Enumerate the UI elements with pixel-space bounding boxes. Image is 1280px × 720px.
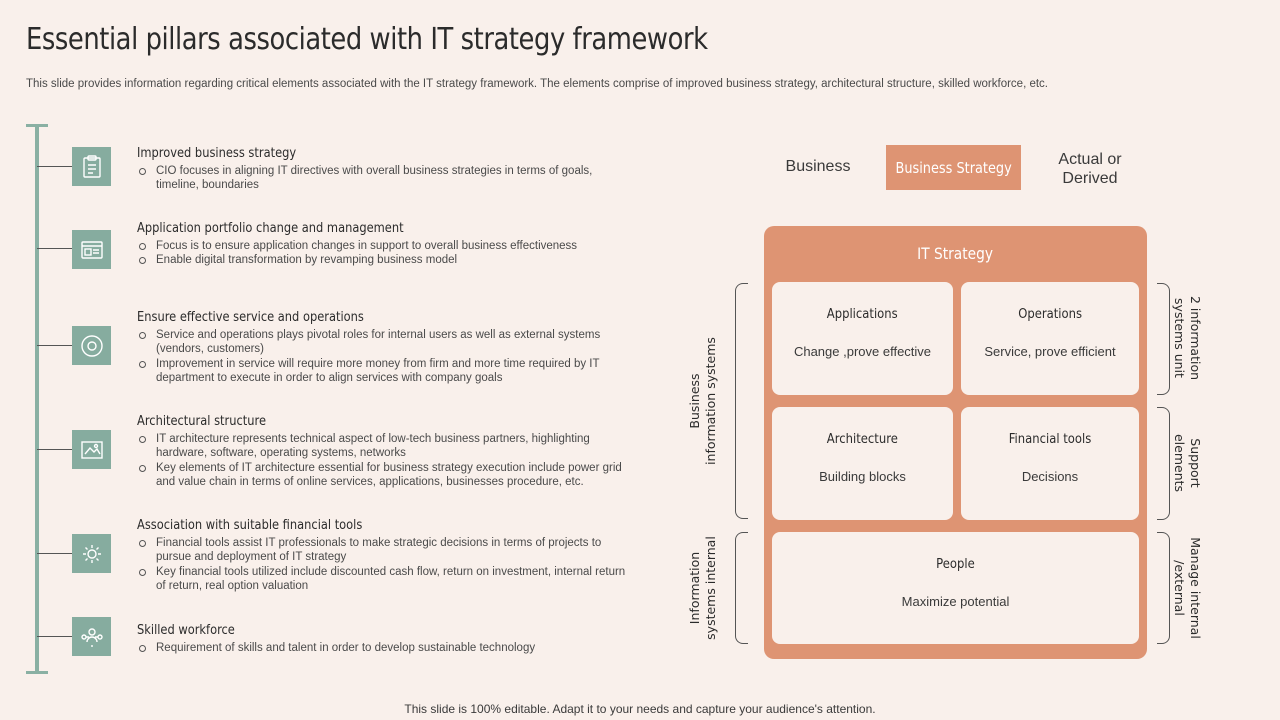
label-line: elements [1172, 433, 1187, 493]
pillar-title: Architectural structure [137, 414, 267, 429]
timeline-branch [37, 166, 72, 167]
pillar-bullet: Service and operations plays pivotal roles for internal users as well as external systems (vendors, customers) [137, 328, 637, 357]
cell-description: Maximize potential [901, 594, 1010, 609]
label-line: Manage internal [1188, 537, 1203, 639]
cell-operations [961, 282, 1139, 395]
clipboard-icon [72, 147, 111, 186]
pillar-bullet: Requirement of skills and talent in order to develop sustainable technology [137, 641, 637, 655]
pillar-title: Improved business strategy [137, 146, 297, 161]
pillar-title: Ensure effective service and operations [137, 310, 364, 325]
label-line: systems unit [1172, 298, 1187, 378]
pillar-financial-tools [137, 518, 637, 593]
label-line: /external [1172, 560, 1187, 616]
it-strategy-title-text: IT Strategy [917, 244, 994, 263]
label-business-information-systems [687, 336, 723, 466]
cell-people [772, 532, 1139, 644]
pillar-bullet: Enable digital transformation by revamping business model [137, 253, 637, 267]
cell-description: Change ,prove effective [793, 344, 932, 359]
team-network-icon [72, 617, 111, 656]
header-actual-or-derived: Actual or Derived [1058, 151, 1122, 187]
cell-title: Applications [827, 306, 898, 322]
pillar-improved-business-strategy [137, 146, 637, 193]
pillar-title: Association with suitable financial tools [137, 518, 363, 533]
cell-architecture [772, 407, 953, 520]
pillar-bullet: Focus is to ensure application changes in support to overall business effectiveness [137, 239, 637, 253]
bracket-business-information-systems [735, 283, 748, 519]
pillar-architectural-structure [137, 414, 637, 489]
pillar-bullet: Financial tools assist IT professionals to make strategic decisions in terms of projects to pursue and deployment of IT strategy [137, 536, 637, 565]
header-business: Business [785, 158, 851, 175]
browser-window-icon [72, 230, 111, 269]
cell-title: Architecture [826, 431, 899, 447]
pillar-bullet: IT architecture represents technical aspect of low-tech business partners, highlighting hardware, software, operating systems, networks [137, 432, 637, 461]
timeline-bottom-cap [26, 671, 48, 674]
gear-tools-icon [72, 534, 111, 573]
header-business-strategy [886, 145, 1021, 190]
cell-applications [772, 282, 953, 395]
pillar-title: Application portfolio change and management [137, 221, 404, 236]
pillar-bullet: Key elements of IT architecture essential for business strategy execution include power grid and value chain in terms of online services, applications, businesses procedure, etc. [137, 461, 637, 490]
page-subtitle: This slide provides information regarding critical elements associated with the IT strategy framework. The elements comprise of improved business strategy, architectural structure, skilled workforce, etc. [26, 78, 1049, 90]
it-strategy-title [764, 244, 1147, 264]
cell-title: People [936, 556, 975, 572]
label-line: Business [687, 373, 702, 429]
pillar-skilled-workforce [137, 623, 637, 655]
cell-title: Financial tools [1008, 431, 1092, 447]
cell-financial-tools [961, 407, 1139, 520]
label-line: information systems [703, 337, 718, 465]
label-line: 2 information [1188, 295, 1203, 381]
pillar-title: Skilled workforce [137, 623, 235, 638]
cell-description: Decisions [1021, 469, 1079, 484]
label-support-elements [1167, 408, 1203, 518]
footer-note: This slide is 100% editable. Adapt it to your needs and capture your audience's attention. [404, 702, 876, 716]
bracket-information-systems-internal [735, 532, 748, 644]
cell-title: Operations [1018, 306, 1082, 322]
timeline-branch [37, 553, 72, 554]
blueprint-icon [72, 430, 111, 469]
pillar-bullet: Improvement in service will require more money from firm and more time required by IT department to execute in order to align services with company goals [137, 357, 637, 386]
label-line: systems internal [703, 536, 718, 640]
pillar-bullet: Key financial tools utilized include discounted cash flow, return on investment, internal return of return, real option valuation [137, 565, 637, 594]
pillar-application-portfolio [137, 221, 637, 268]
label-manage-internal-external [1167, 533, 1203, 643]
header-business-strategy-label: Business Strategy [895, 158, 1012, 177]
label-line: Support [1188, 438, 1203, 488]
label-line: Information [687, 551, 702, 625]
cell-description: Building blocks [819, 469, 906, 484]
timeline-branch [37, 248, 72, 249]
timeline-branch [37, 345, 72, 346]
service-cycle-icon [72, 326, 111, 365]
pillar-bullet: CIO focuses in aligning IT directives with overall business strategies in terms of goals, timeline, boundaries [137, 164, 637, 193]
label-information-systems-unit [1167, 283, 1203, 393]
timeline-branch [37, 449, 72, 450]
pillar-service-operations [137, 310, 637, 385]
cell-description: Service, prove efficient [984, 344, 1116, 359]
page-title: Essential pillars associated with IT strategy framework [26, 22, 708, 57]
timeline-line [35, 125, 39, 673]
timeline-branch [37, 636, 72, 637]
label-information-systems-internal [687, 523, 723, 653]
